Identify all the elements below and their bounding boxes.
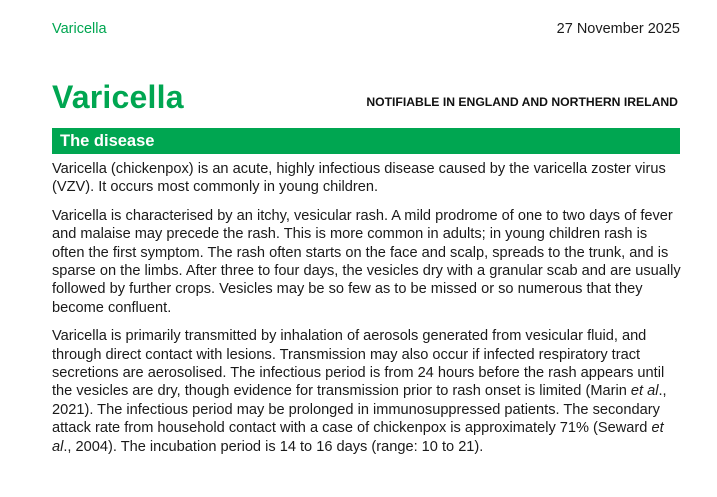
title-row (52, 76, 680, 118)
paragraph-3-text-c: ., 2004). The incubation period is 14 to 16 days (range: 10 to 21). (63, 438, 484, 455)
page-title: Varicella (52, 79, 184, 115)
section-body (52, 160, 682, 466)
chapter-name: Varicella (52, 21, 107, 37)
publication-date: 27 November 2025 (556, 21, 680, 37)
section-heading: The disease (60, 132, 155, 150)
section-heading-bar (52, 128, 680, 154)
paragraph-3 (52, 327, 682, 456)
citation-et-al: et al (52, 420, 664, 455)
running-header (52, 19, 680, 39)
citation-et-al: et al (630, 383, 659, 400)
notifiable-notice: NOTIFIABLE IN ENGLAND AND NORTHERN IRELAND (366, 95, 678, 109)
paragraph-2: Varicella is characterised by an itchy, vesicular rash. A mild prodrome of one to two days of fever and malaise may precede the rash. This is more common in adults; in young children rash is often the first symptom. The rash often starts on the face and scalp, spreads to the trunk, and is sparse on the limbs. After three to four days, the vesicles dry with a granular scab and are usually followed by further crops. Vesicles may be so few as to be missed or so numerous that they become confluent. (52, 207, 681, 316)
paragraph-1: Varicella (chickenpox) is an acute, highly infectious disease caused by the varicella zoster virus (VZV). It occurs most commonly in young children. (52, 161, 666, 196)
paragraph-3-text-a: Varicella is primarily transmitted by inhalation of aerosols generated from vesicular fluid, and through direct contact with lesions. Transmission may also occur if infected respiratory tract secretions are aerosolised. The infectious period is from 24 hours before the rash appears until the vesicles are dry, though evidence for transmission prior to rash onset is limited (Marin (52, 328, 665, 400)
paragraph-3-text-b: ., 2021). The infectious period may be prolonged in immunosuppressed patients. The secondary attack rate from household contact with a case of chickenpox is approximately 71% (Seward (52, 383, 667, 437)
